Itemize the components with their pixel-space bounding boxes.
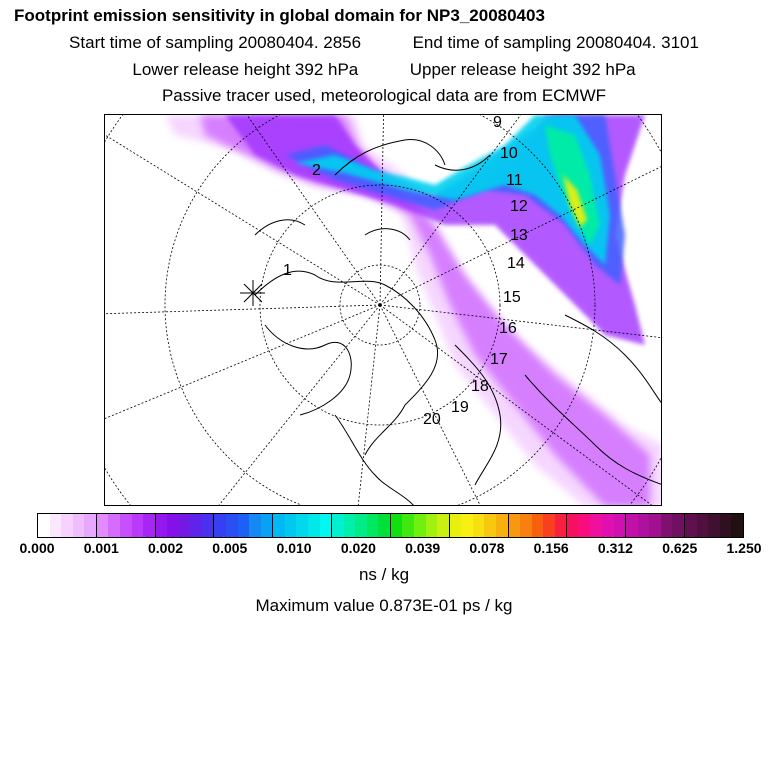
trajectory-label-14: 14 (507, 255, 525, 272)
colorbar-cell (261, 514, 274, 537)
trajectory-label-18: 18 (471, 378, 489, 395)
colorbar-cell (190, 514, 202, 537)
colorbar-tick-label: 0.020 (340, 540, 376, 556)
colorbar-units: ns / kg (358, 565, 410, 584)
colorbar-cell (308, 514, 320, 537)
colorbar-cell (285, 514, 297, 537)
trajectory-label-10: 10 (500, 145, 518, 162)
colorbar-cell (108, 514, 120, 537)
colorbar-cell (61, 514, 73, 537)
colorbar-cell (520, 514, 532, 537)
colorbar-cell (179, 514, 191, 537)
colorbar-cell (543, 514, 555, 537)
colorbar-cell (626, 514, 638, 537)
colorbar-cell (355, 514, 367, 537)
colorbar-cell (414, 514, 426, 537)
data-source-note: Passive tracer used, meteorological data are from ECMWF (161, 86, 607, 105)
colorbar-cell (120, 514, 132, 537)
colorbar-cell (344, 514, 356, 537)
colorbar-cell (143, 514, 156, 537)
trajectory-label-15: 15 (503, 289, 521, 306)
colorbar-cell (97, 514, 109, 537)
trajectory-label-2: 2 (312, 162, 321, 179)
trajectory-label-11: 11 (506, 172, 523, 189)
lower-release-value: 392 hPa (294, 60, 359, 79)
trajectory-label-1: 1 (283, 262, 292, 279)
sampling-times (0, 33, 768, 53)
trajectory-label-16: 16 (499, 320, 517, 337)
start-time-label: Start time of sampling (69, 33, 234, 52)
colorbar-cell (249, 514, 261, 537)
colorbar-cell (167, 514, 179, 537)
colorbar-tick-label: 0.078 (469, 540, 505, 556)
colorbar-cell (38, 514, 50, 537)
colorbar-cell (226, 514, 238, 537)
sensitivity-plume (165, 115, 662, 506)
colorbar-cell (378, 514, 391, 537)
colorbar-cell (708, 514, 720, 537)
colorbar-cell (638, 514, 650, 537)
trajectory-label-13: 13 (510, 227, 528, 244)
trajectory-label-17: 17 (490, 351, 508, 368)
colorbar-cell (402, 514, 414, 537)
upper-release-value: 392 hPa (572, 60, 636, 79)
release-heights (0, 60, 768, 80)
colorbar-cell (473, 514, 485, 537)
colorbar-cell (496, 514, 509, 537)
colorbar-cell (437, 514, 450, 537)
footprint-map (104, 114, 662, 506)
colorbar-cell (579, 514, 591, 537)
colorbar-cell (296, 514, 308, 537)
start-time-value: 20080404. 2856 (238, 33, 362, 52)
colorbar-cell (672, 514, 685, 537)
colorbar-cell (484, 514, 496, 537)
colorbar-cell (614, 514, 627, 537)
page-title: Footprint emission sensitivity in global domain for NP3_20080403 (14, 6, 545, 25)
colorbar-tick-label: 0.010 (276, 540, 312, 556)
colorbar-cell (73, 514, 85, 537)
colorbar-cell (532, 514, 544, 537)
colorbar-cell (509, 514, 521, 537)
colorbar-cell (426, 514, 438, 537)
colorbar-cell (731, 514, 743, 537)
colorbar-cell (332, 514, 344, 537)
end-time-label: End time of sampling (412, 33, 572, 52)
lower-release-label: Lower release height (132, 60, 291, 79)
colorbar-cell (649, 514, 661, 537)
trajectory-label-9: 9 (493, 115, 502, 131)
colorbar-cell (590, 514, 602, 537)
release-location-marker (240, 280, 265, 306)
colorbar-cell (320, 514, 333, 537)
colorbar-cell (367, 514, 379, 537)
upper-release-label: Upper release height (409, 60, 568, 79)
colorbar-cell (685, 514, 697, 537)
colorbar-tick-label: 0.039 (405, 540, 441, 556)
colorbar-tick-label: 1.250 (726, 540, 762, 556)
colorbar-tick-label: 0.625 (662, 540, 698, 556)
colorbar-tick-label: 0.001 (83, 540, 119, 556)
trajectory-label-19: 19 (451, 399, 469, 416)
colorbar-cell (202, 514, 215, 537)
colorbar-cell (156, 514, 168, 537)
colorbar-cell (50, 514, 62, 537)
map-canvas (105, 115, 662, 506)
colorbar-cell (214, 514, 226, 537)
colorbar-tick-label: 0.002 (148, 540, 184, 556)
colorbar-tick-label: 0.156 (533, 540, 569, 556)
colorbar-cell (720, 514, 732, 537)
colorbar-cell (567, 514, 579, 537)
colorbar-cell (391, 514, 403, 537)
colorbar-cell (450, 514, 462, 537)
colorbar-cell (84, 514, 97, 537)
colorbar-cell (238, 514, 250, 537)
colorbar-cell (661, 514, 673, 537)
maximum-value: Maximum value 0.873E-01 ps / kg (255, 596, 513, 615)
colorbar (37, 513, 744, 538)
colorbar-cell (555, 514, 568, 537)
colorbar-cell (273, 514, 285, 537)
trajectory-label-20: 20 (423, 411, 441, 428)
colorbar-cell (602, 514, 614, 537)
colorbar-tick-label: 0.000 (19, 540, 55, 556)
colorbar-cell (697, 514, 709, 537)
colorbar-cell (132, 514, 144, 537)
trajectory-label-12: 12 (510, 198, 528, 215)
end-time-value: 20080404. 3101 (576, 33, 699, 52)
colorbar-tick-label: 0.005 (212, 540, 248, 556)
colorbar-cell (461, 514, 473, 537)
colorbar-tick-label: 0.312 (597, 540, 633, 556)
